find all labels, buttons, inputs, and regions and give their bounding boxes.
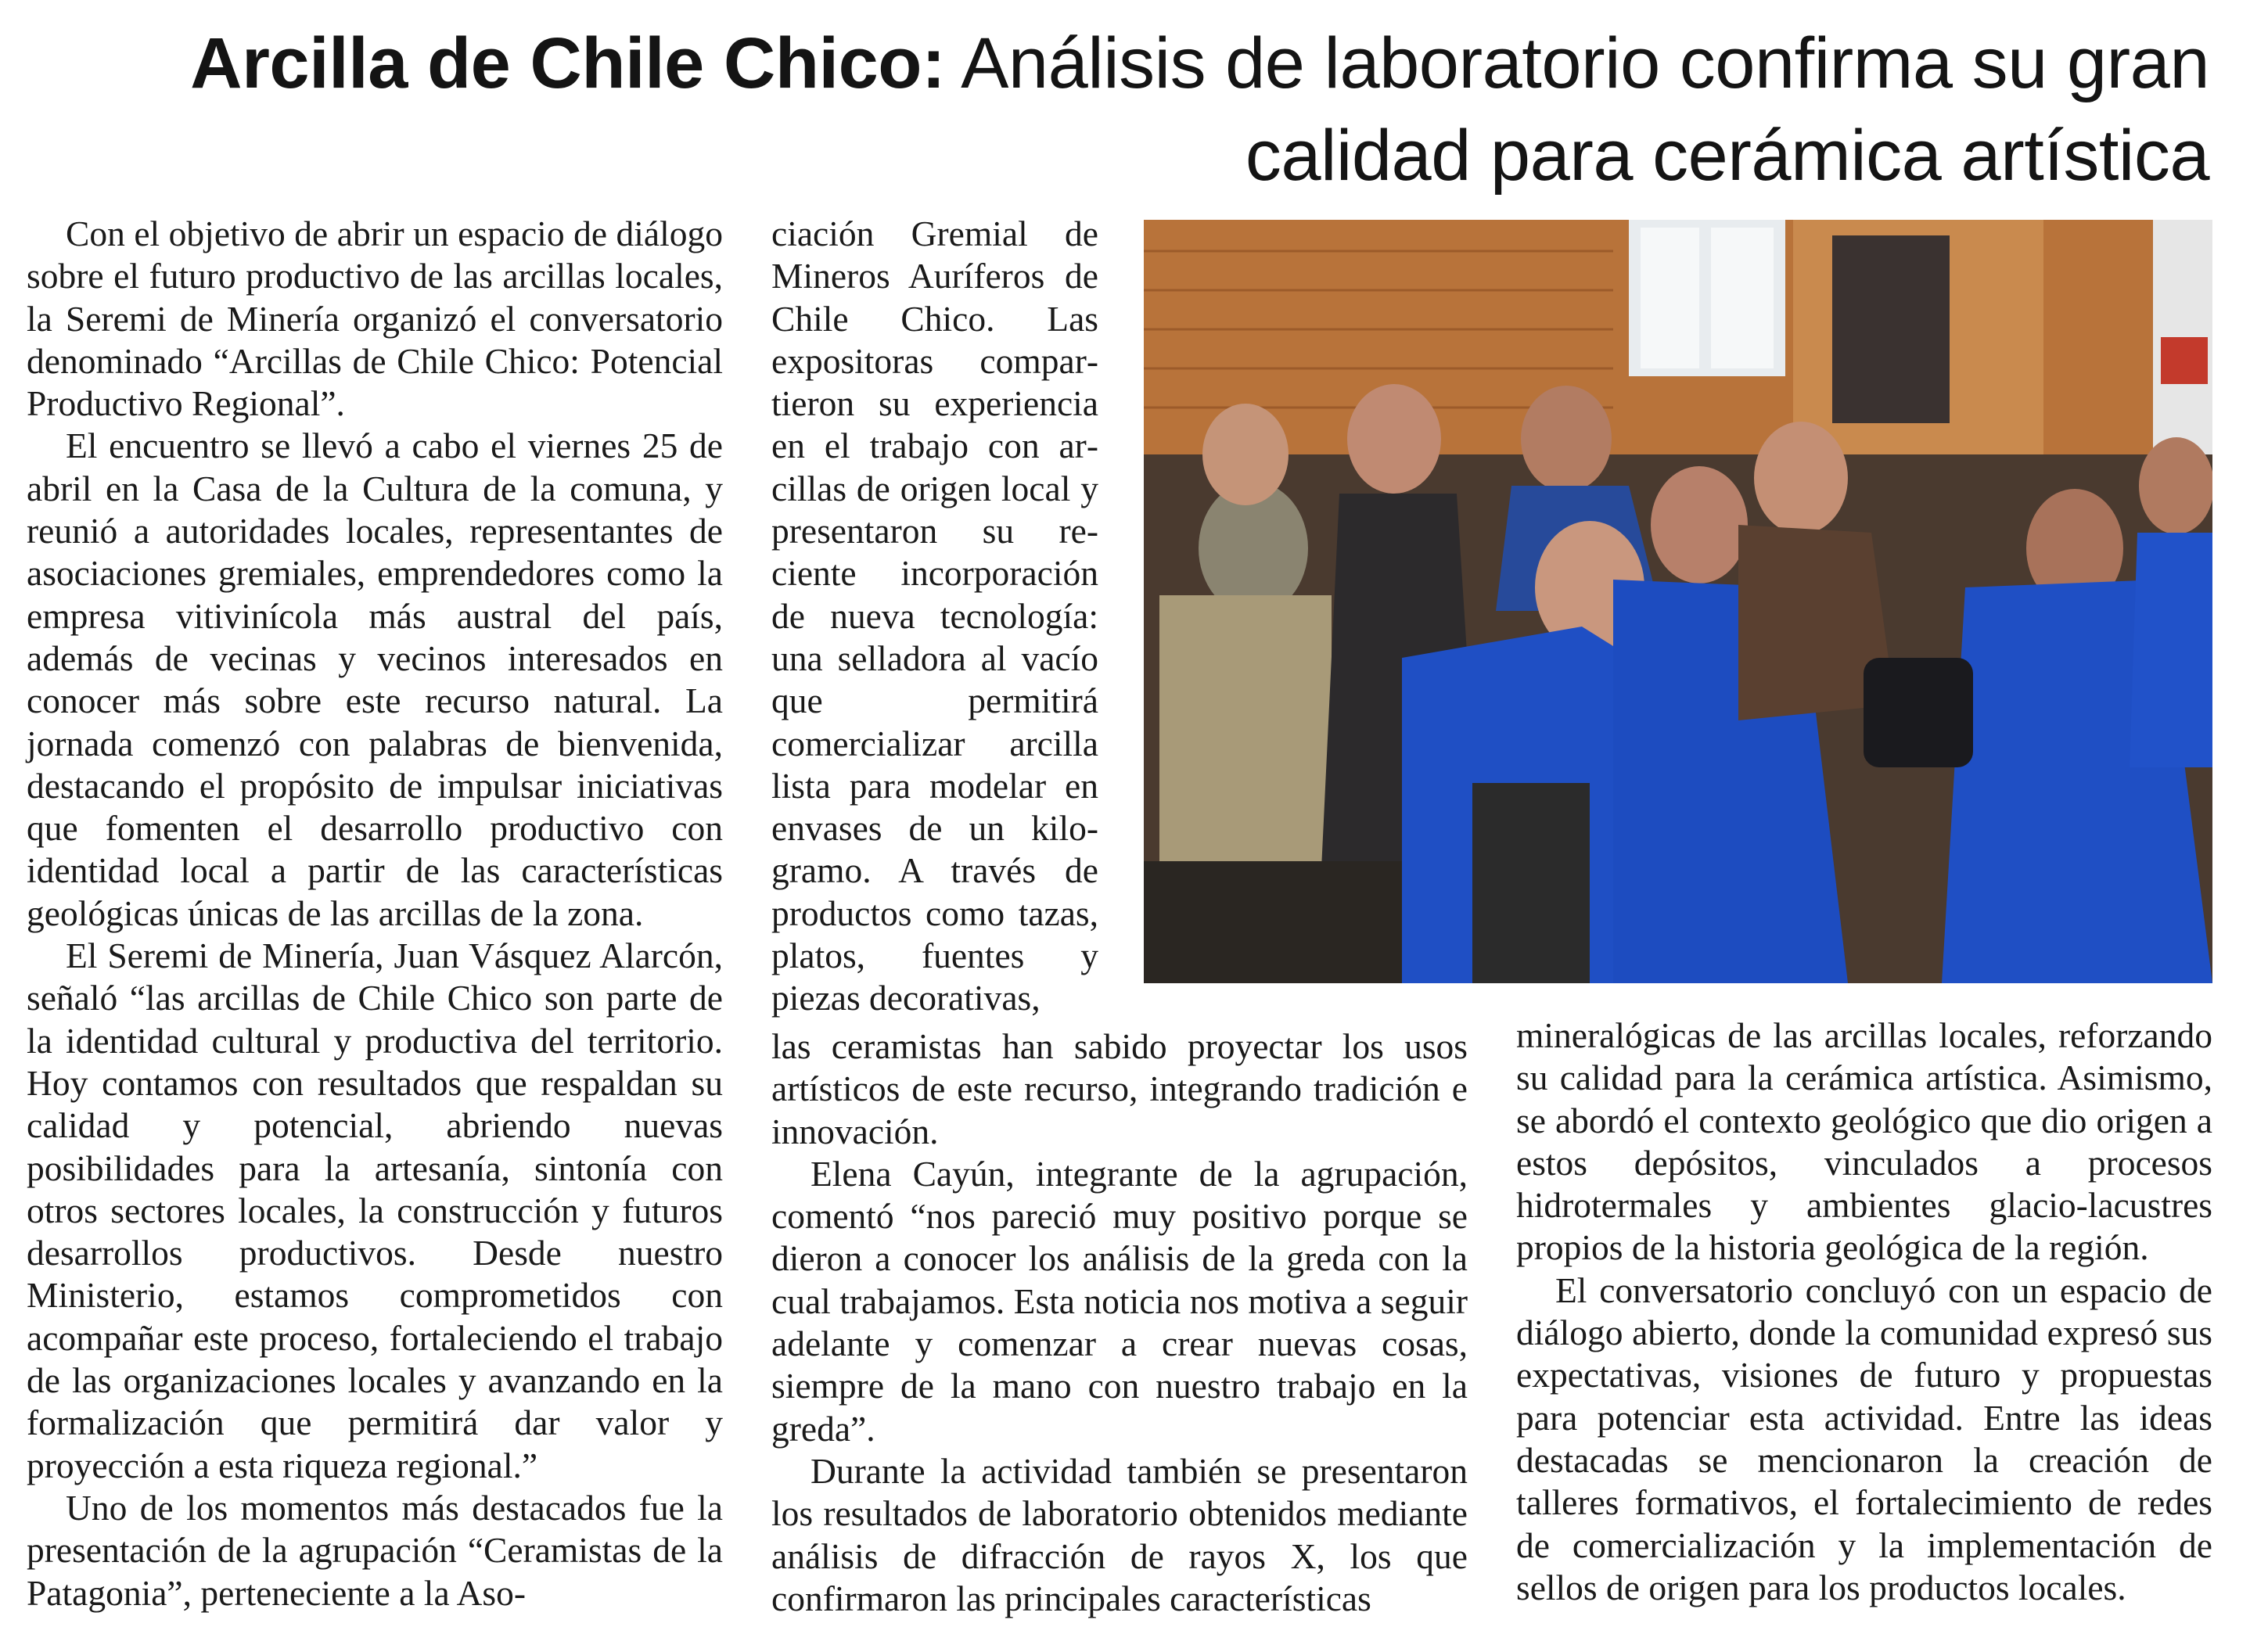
headline-rest: Análisis de laboratorio confirma su gran calidad para cerámica artística <box>961 23 2209 196</box>
paragraph-ceramistas-cont: las ceramistas han sabido proyectar los usos artísticos de este recurso, integrando tradición e innovación. <box>771 1026 1468 1151</box>
headline-kicker: Arcilla de Chile Chico: <box>190 23 946 103</box>
article-column-1 <box>27 213 723 1614</box>
event-photo <box>1144 220 2212 983</box>
paragraph-seremi-quote: El Seremi de Minería, Juan Vásquez Alarcón, señaló “las arcillas de Chile Chico son parte de la identidad cultural y productiva del territorio. Hoy contamos con resultados que respaldan su calidad y potencial, abriendo nuevas posibilidades para la artesanía, sintonía con otros sectores locales, la construcción y futuros desarrollos productivos. Desde nuestro Ministerio, estamos comprometidos con acompañar este proceso, fortaleciendo el trabajo de las organizaciones locales y avanzando en la formalización que permitirá dar valor y proyección a esta riqueza regional.” <box>27 936 723 1485</box>
article-column-3 <box>1516 1015 2212 1609</box>
paragraph-elena: Elena Cayún, integrante de la agrupación, comentó “nos pareció muy positivo porque se dieron a conocer los análisis de la greda con la cual trabajamos. Esta noticia nos motiva a seguir adelante y comenzar a crear nuevas cosas, siempre de la mano con nuestro trabajo en la greda”. <box>771 1153 1468 1449</box>
article-column-2-top <box>771 213 1098 1020</box>
paragraph-intro: Con el objetivo de abrir un espacio de diálogo sobre el futuro productivo de las arcillas locales, la Seremi de Minería organizó el conversatorio denominado “Arcillas de Chile Chico: Potencial Productivo Regional”. <box>27 214 723 424</box>
article-headline <box>23 17 2209 202</box>
paragraph-conclusion: El conversatorio concluyó con un espacio de diálogo abierto, donde la comunidad expresó sus expectativas, visiones de futuro y propuestas para potenciar esta actividad. Entre las ideas destacadas se mencionaron la creación de talleres formativos, el fortalecimiento de redes de comercialización y la implementación de sellos de origen para los productos locales. <box>1516 1270 2212 1607</box>
article-column-2-bottom <box>771 1025 1468 1620</box>
paragraph-asociacion: ciación Gremial de Mineros Auríferos de Chile Chico. Las expositoras compartieron su experiencia en el trabajo con arcillas de origen local y presentaron su reciente incorporación de nueva tecnología: una selladora al vacío que permitirá comercializar arcilla lista para modelar en envases de un kilogramo. A través de productos como tazas, platos, fuentes y piezas decorativas, <box>771 214 1098 1018</box>
paragraph-ceramistas: Uno de los momentos más destacados fue la presentación de la agrupación “Ceramistas de la Patagonia”, perteneciente a la Aso- <box>27 1487 723 1613</box>
paragraph-event: El encuentro se llevó a cabo el viernes 25 de abril en la Casa de la Cultura de la comuna, y reunió a autoridades locales, representantes de asociaciones gremiales, emprendedores como la empresa vitivinícola más austral del país, además de vecinas y vecinos interesados en conocer más sobre este recurso natural. La jornada comenzó con palabras de bienvenida, destacando el propósito de impulsar iniciativas que fomenten el desarrollo productivo con identidad local a partir de las características geológicas únicas de las arcillas de la zona. <box>27 426 723 933</box>
paragraph-laboratorio: Durante la actividad también se presentaron los resultados de laboratorio obtenidos mediante análisis de difracción de rayos X, los que confirmaron las principales características <box>771 1450 1468 1618</box>
paragraph-mineralogicas: mineralógicas de las arcillas locales, reforzando su calidad para la cerámica artística. Asimismo, se abordó el contexto geológico que dio origen a estos depósitos, vinculados a procesos hidrotermales y ambientes glacio-lacustres propios de la historia geológica de la región. <box>1516 1015 2212 1268</box>
